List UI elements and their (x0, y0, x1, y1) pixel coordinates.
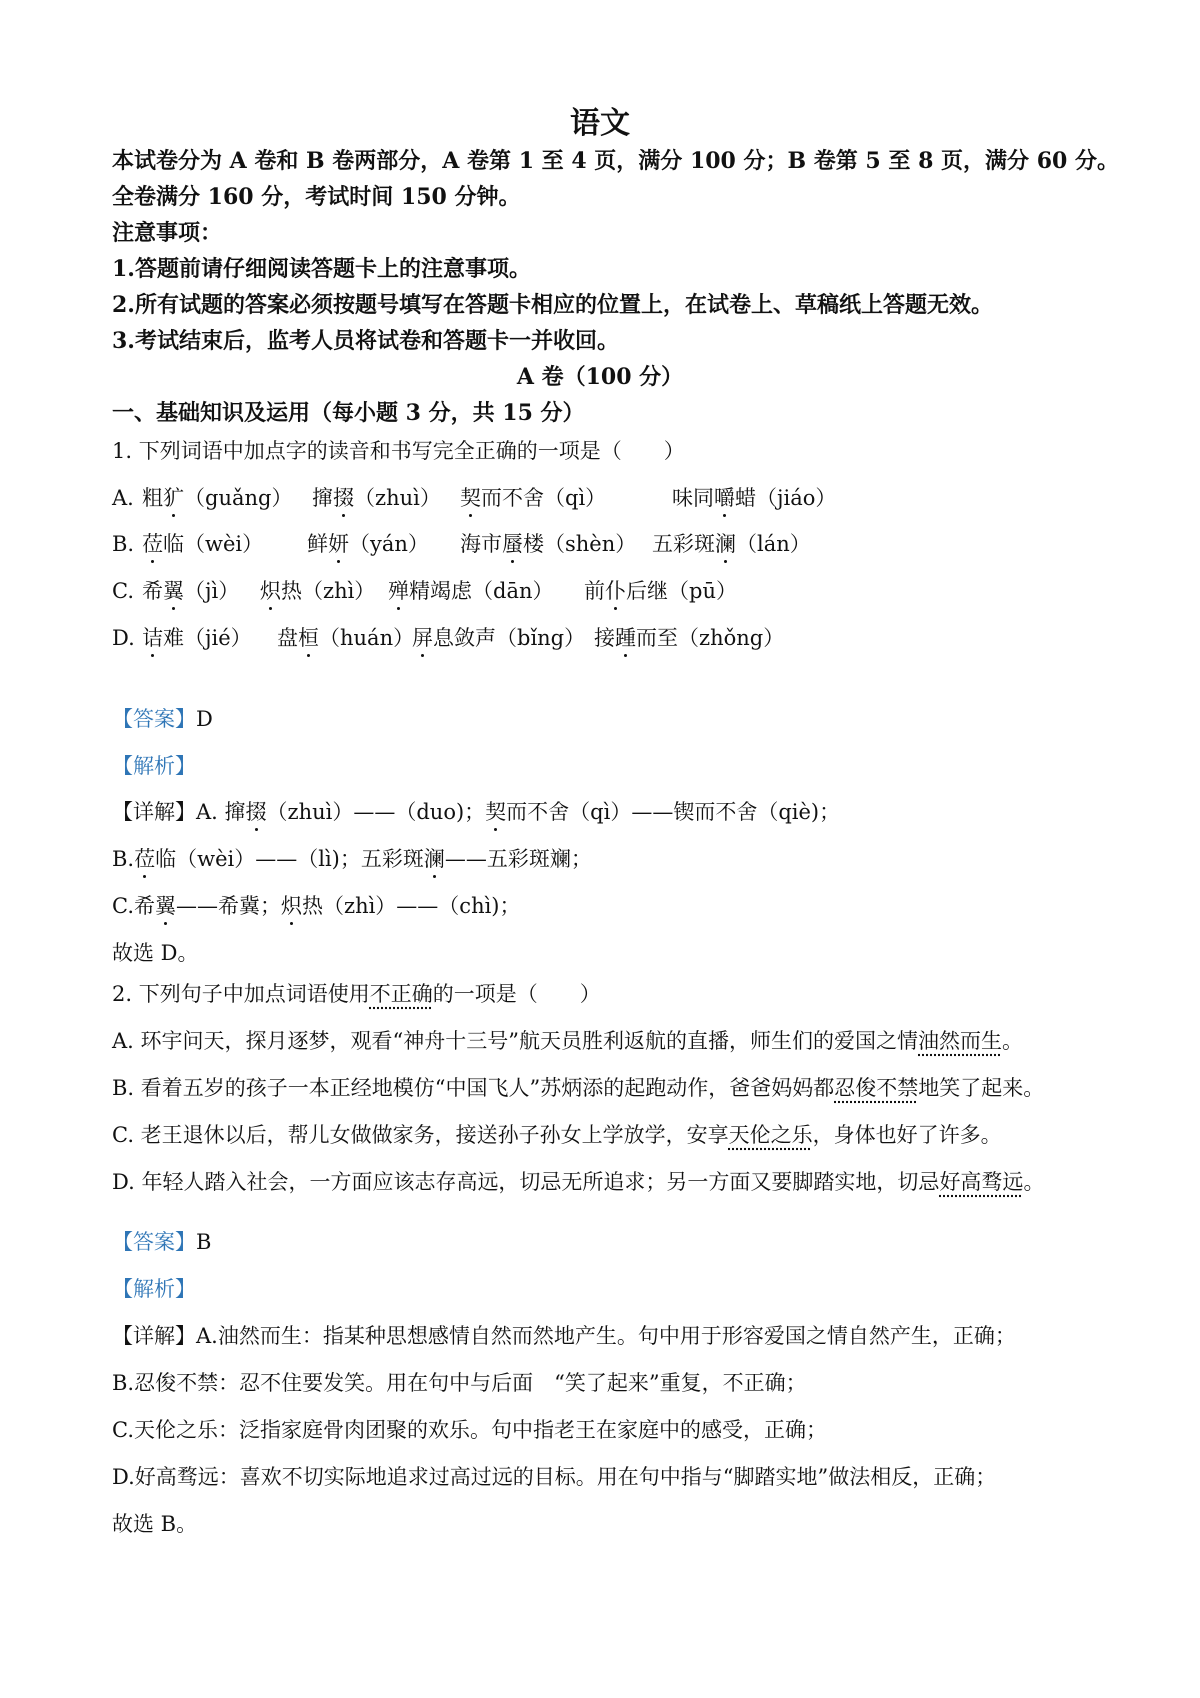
dotted-char: 犷 (163, 486, 184, 510)
q1-c-word-2 (260, 577, 375, 605)
volume-title: A 卷（100 分） (516, 364, 684, 390)
word-part: 楼（shèn） (523, 532, 637, 556)
word-part: （jì） (184, 579, 240, 603)
text-part: D. 年轻人踏入社会，一方面应该志存高远，切忌无所追求；另一方面又要脚踏实地，切忌 (112, 1170, 940, 1194)
q1-b-word-2 (307, 530, 429, 558)
q1-d-word-2 (277, 624, 414, 652)
q1-conclusion: 故选 D。 (112, 941, 199, 965)
word-part: 前 (584, 579, 605, 603)
dotted-char: 掇 (333, 486, 354, 510)
dotted-char: 翼 (163, 579, 184, 603)
text-part: C. 老王退休以后，帮儿女做做家务，接送孙子孙女上学放学，安享 (112, 1123, 729, 1147)
dotted-phrase: 油然而生 (918, 1029, 1002, 1053)
q1-option-d (112, 624, 785, 652)
q2-conclusion: 故选 B。 (112, 1512, 198, 1536)
dotted-char: 殚 (388, 579, 409, 603)
word-part: 而至（zhǒng） (636, 626, 785, 650)
q1-c-word-1 (142, 577, 239, 605)
q1-detail-2 (112, 845, 592, 873)
q1-analysis-tag: 【解析】 (112, 754, 196, 778)
word-part: （lán） (736, 532, 811, 556)
dotted-char: 嚼 (714, 486, 735, 510)
dotted-char: 诘 (142, 626, 163, 650)
word-part: 味同 (672, 486, 714, 510)
word-part: 而不舍（qì） (481, 486, 607, 510)
dotted-char: 妍 (328, 532, 349, 556)
text-part: 临（wèi）——（lì)；五彩斑 (155, 847, 424, 871)
q1-d-label: D. (112, 626, 135, 650)
dotted-char: 契 (460, 486, 481, 510)
q1-detail-3 (112, 892, 521, 920)
text-part: ，身体也好了许多。 (812, 1123, 1002, 1147)
answer-tag: 【答案】 (112, 707, 196, 731)
word-part: 粗 (142, 486, 163, 510)
answer-tag: 【答案】 (112, 1230, 196, 1254)
section-title: 一、基础知识及运用（每小题 3 分，共 15 分） (112, 400, 585, 426)
emphasis-text: 不正确 (369, 982, 433, 1006)
text-part: 而不舍（qì）——锲而不舍（qiè)； (506, 800, 841, 824)
q1-b-word-3 (460, 530, 636, 558)
q1-option-b (112, 530, 811, 558)
q2-detail-4: D.好高骛远：喜欢不切实际地追求过高过远的目标。用在句中指与“脚踏实地”做法相反，正确； (112, 1465, 997, 1489)
text-part: B. (112, 847, 135, 871)
dotted-char: 莅 (142, 532, 163, 556)
q2-detail-1: 【详解】A.油然而生：指某种思想感情自然而然地产生。句中用于形容爱国之情自然产生，正确； (112, 1324, 1016, 1348)
q1-a-word-3 (460, 484, 606, 512)
q2-detail-2: B.忍俊不禁：忍不住要发笑。用在句中与后面 “笑了起来”重复，不正确； (112, 1371, 807, 1395)
dotted-char: 掇 (245, 800, 267, 824)
dotted-char: 澜 (715, 532, 736, 556)
text-part: B. 看着五岁的孩子一本正经地模仿“中国飞人”苏炳添的起跑动作，爸爸妈妈都 (112, 1076, 835, 1100)
notice-title: 注意事项： (112, 220, 223, 246)
q1-c-word-3 (388, 577, 554, 605)
q2-option-a (112, 1027, 1023, 1055)
word-part: 热（zhì） (281, 579, 376, 603)
word-part: 接 (594, 626, 615, 650)
answer-value: D (196, 707, 213, 731)
word-part: （guǎng） (184, 486, 293, 510)
text-part: （zhuì）——（duo)； (266, 800, 486, 824)
text-part: 【详解】A. 撺 (112, 800, 246, 824)
word-part: 息敛声（bǐng） (433, 626, 586, 650)
q1-b-word-1 (142, 530, 263, 558)
word-part: 蜡（jiáo） (735, 486, 837, 510)
word-part: （zhuì） (354, 486, 441, 510)
text-part: 的一项是（ ） (432, 982, 601, 1006)
q1-detail-1 (112, 798, 840, 826)
intro-line-2: 全卷满分 160 分，考试时间 150 分钟。 (112, 184, 521, 210)
q1-a-label: A. (112, 486, 134, 510)
q1-b-label: B. (112, 532, 135, 556)
dotted-char: 踵 (615, 626, 636, 650)
notice-item-2: 2.所有试题的答案必须按题号填写在答题卡相应的位置上，在试卷上、草稿纸上答题无效。 (112, 292, 993, 318)
answer-value: B (196, 1230, 212, 1254)
dotted-char: 翼 (155, 894, 176, 918)
q1-a-word-4 (672, 484, 836, 512)
q1-d-word-1 (142, 624, 252, 652)
word-part: 撺 (312, 486, 333, 510)
dotted-char: 澜 (423, 847, 445, 871)
word-part: （huán） (319, 626, 415, 650)
word-part: 五彩斑 (652, 532, 715, 556)
text-part: 2. 下列句子中加点词语使用 (112, 982, 370, 1006)
q1-answer (112, 705, 213, 733)
word-part: 盘 (277, 626, 298, 650)
dotted-char: 桓 (298, 626, 319, 650)
dotted-char: 蜃 (502, 532, 523, 556)
word-part: 精竭虑（dān） (409, 579, 554, 603)
q1-option-c (112, 577, 737, 605)
dotted-phrase: 忍俊不禁 (834, 1076, 919, 1100)
page-title: 语文 (570, 106, 630, 141)
text-part: 。 (1002, 1029, 1023, 1053)
q2-option-b (112, 1074, 1044, 1102)
q2-answer (112, 1228, 211, 1256)
q2-option-d (112, 1168, 1044, 1196)
q1-b-word-4 (652, 530, 811, 558)
word-part: 后继（pū） (626, 579, 737, 603)
q2-option-c (112, 1121, 1002, 1149)
dotted-char: 炽 (281, 894, 302, 918)
text-part: A. 环宇问天，探月逐梦，观看“神舟十三号”航天员胜利返航的直播，师生们的爱国之情 (112, 1029, 918, 1053)
q1-a-word-2 (312, 484, 441, 512)
text-part: 地笑了起来。 (918, 1076, 1045, 1100)
dotted-phrase: 好高骛远 (939, 1170, 1024, 1194)
q1-option-a (112, 484, 837, 512)
q1-a-word-1 (142, 484, 292, 512)
q1-stem: 1. 下列词语中加点字的读音和书写完全正确的一项是（ ） (112, 439, 685, 463)
notice-item-3: 3.考试结束后，监考人员将试卷和答题卡一并收回。 (112, 328, 619, 354)
word-part: 希 (142, 579, 163, 603)
dotted-char: 炽 (260, 579, 281, 603)
word-part: 海市 (460, 532, 502, 556)
text-part: 热（zhì）——（chì)； (302, 894, 521, 918)
dotted-phrase: 天伦之乐 (728, 1123, 813, 1147)
q1-c-label: C. (112, 579, 134, 603)
intro-line-1: 本试卷分为 A 卷和 B 卷两部分，A 卷第 1 至 4 页，满分 100 分；B 卷第 5 至 8 页，满分 60 分。 (112, 148, 1119, 174)
word-part: 鲜 (307, 532, 328, 556)
q1-d-word-4 (594, 624, 784, 652)
text-part: C.希 (112, 894, 155, 918)
text-part: ——五彩斑斓； (444, 847, 592, 871)
word-part: （yán） (349, 532, 429, 556)
q2-analysis-tag: 【解析】 (112, 1277, 196, 1301)
q2-detail-3: C.天伦之乐：泛指家庭骨肉团聚的欢乐。句中指老王在家庭中的感受，正确； (112, 1418, 827, 1442)
text-part: 。 (1023, 1170, 1045, 1194)
dotted-char: 莅 (134, 847, 156, 871)
q1-c-word-4 (584, 577, 737, 605)
notice-item-1: 1.答题前请仔细阅读答题卡上的注意事项。 (112, 256, 531, 282)
q1-d-word-3 (412, 624, 585, 652)
q2-stem (112, 980, 601, 1008)
dotted-char: 屏 (412, 626, 433, 650)
text-part: ——希冀； (176, 894, 281, 918)
dotted-char: 契 (485, 800, 507, 824)
dotted-char: 仆 (605, 579, 626, 603)
word-part: 临（wèi） (163, 532, 264, 556)
word-part: 难（jié） (163, 626, 252, 650)
